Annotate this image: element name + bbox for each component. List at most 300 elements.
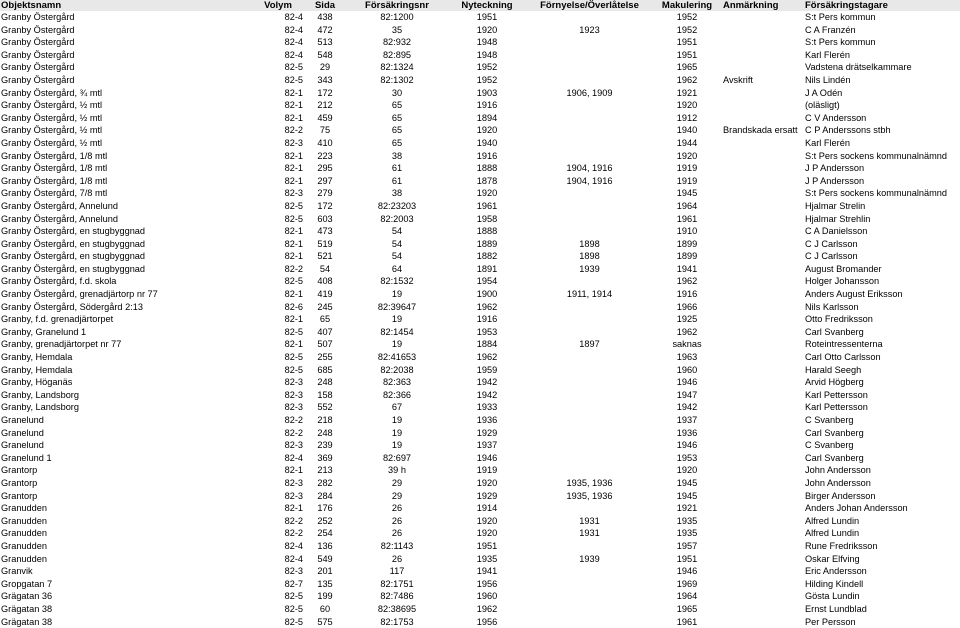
cell-anmarkning: Brandskada ersatt	[723, 125, 798, 136]
cell-fornyelse	[527, 301, 652, 314]
table-row	[0, 527, 960, 540]
cell-forsakringstagare: Nils Lindén	[805, 74, 851, 85]
cell-volym: 82-1	[284, 238, 303, 249]
cell-nyteckning: 1953	[476, 326, 498, 337]
cell-sida: 172	[317, 87, 333, 98]
cell-objektsnamn: Granby, f.d. grenadjärtorpet	[1, 314, 114, 325]
cell-nyteckning: 1914	[476, 503, 498, 514]
cell-anmarkning	[722, 515, 804, 528]
cell-forsakringstagare: Harald Seegh	[805, 364, 862, 375]
cell-volym: 82-5	[284, 591, 303, 602]
cell-nyteckning: 1942	[476, 377, 498, 388]
cell-volym: 82-5	[284, 62, 303, 73]
cell-anmarkning: Avskrift	[723, 74, 753, 85]
cell-forsakringstagare: Karl Flerén	[805, 137, 850, 148]
cell-anmarkning	[722, 439, 804, 452]
cell-forsakringstagare: C J Carlsson	[805, 238, 858, 249]
cell-forsakringsnr: 117	[389, 566, 405, 577]
cell-objektsnamn: Granby Östergård, en stugbyggnad	[1, 226, 146, 237]
table-row	[0, 376, 960, 389]
cell-volym: 82-4	[284, 452, 303, 463]
cell-anmarkning	[722, 490, 804, 503]
cell-makulering: 1912	[676, 112, 698, 123]
cell-forsakringsnr: 82:1324	[380, 62, 414, 73]
cell-objektsnamn: Grägatan 38	[1, 616, 53, 627]
cell-forsakringsnr: 61	[391, 175, 403, 186]
table-row	[0, 124, 960, 137]
cell-makulering: 1921	[676, 503, 698, 514]
cell-makulering: 1945	[676, 490, 698, 501]
cell-nyteckning: 1878	[476, 175, 498, 186]
cell-makulering: 1951	[676, 553, 698, 564]
cell-nyteckning: 1884	[476, 339, 498, 350]
cell-makulering: 1962	[676, 326, 698, 337]
cell-makulering: saknas	[672, 339, 702, 350]
column-header-forsakringsnr: Försäkringsnr	[347, 0, 447, 11]
cell-sida: 407	[317, 326, 333, 337]
cell-forsakringsnr: 54	[391, 251, 403, 262]
cell-fornyelse	[527, 603, 652, 616]
cell-sida: 254	[317, 528, 333, 539]
cell-volym: 82-2	[284, 427, 303, 438]
cell-fornyelse	[527, 464, 652, 477]
cell-anmarkning	[722, 401, 804, 414]
cell-sida: 552	[317, 402, 333, 413]
cell-nyteckning: 1894	[476, 112, 498, 123]
cell-nyteckning: 1954	[476, 276, 498, 287]
cell-forsakringsnr: 38	[391, 188, 403, 199]
cell-forsakringsnr: 82:2003	[380, 213, 414, 224]
cell-sida: 199	[317, 591, 333, 602]
cell-volym: 82-5	[284, 200, 303, 211]
cell-nyteckning: 1941	[476, 566, 498, 577]
cell-makulering: 1919	[676, 175, 698, 186]
cell-volym: 82-4	[284, 553, 303, 564]
cell-sida: 239	[317, 440, 333, 451]
cell-fornyelse	[527, 213, 652, 226]
cell-nyteckning: 1919	[476, 465, 498, 476]
cell-makulering: 1921	[676, 87, 698, 98]
table-row	[0, 238, 960, 251]
cell-sida: 176	[317, 503, 333, 514]
cell-anmarkning	[722, 553, 804, 566]
cell-sida: 255	[317, 352, 333, 363]
cell-forsakringsnr: 29	[391, 477, 403, 488]
table-row	[0, 112, 960, 125]
cell-forsakringstagare: J P Andersson	[805, 163, 865, 174]
cell-forsakringstagare: Vadstena drätselkammare	[805, 62, 912, 73]
cell-anmarkning	[722, 250, 804, 263]
cell-fornyelse	[527, 326, 652, 339]
cell-objektsnamn: Granby Östergård, ½ mtl	[1, 125, 103, 136]
cell-forsakringsnr: 54	[391, 238, 403, 249]
cell-fornyelse	[527, 61, 652, 74]
cell-anmarkning	[722, 338, 804, 351]
table-row	[0, 225, 960, 238]
cell-fornyelse	[527, 99, 652, 112]
cell-forsakringsnr: 82:7486	[380, 591, 414, 602]
cell-sida: 408	[317, 276, 333, 287]
cell-forsakringstagare: Roteintressenterna	[805, 339, 883, 350]
cell-objektsnamn: Granudden	[1, 553, 47, 564]
cell-nyteckning: 1940	[476, 137, 498, 148]
cell-forsakringsnr: 35	[391, 24, 403, 35]
table-row	[0, 338, 960, 351]
cell-volym: 82-3	[284, 389, 303, 400]
cell-fornyelse	[527, 439, 652, 452]
cell-volym: 82-1	[284, 163, 303, 174]
cell-makulering: 1961	[676, 616, 698, 627]
cell-forsakringstagare: S:t Pers sockens kommunalnämnd	[805, 188, 947, 199]
cell-objektsnamn: Granby Östergård, 1/8 mtl	[1, 175, 108, 186]
cell-anmarkning	[722, 502, 804, 515]
cell-anmarkning	[722, 87, 804, 100]
cell-makulering: 1920	[676, 100, 698, 111]
cell-forsakringstagare: Eric Andersson	[805, 566, 867, 577]
cell-makulering: 1952	[676, 24, 698, 35]
cell-nyteckning: 1889	[476, 238, 498, 249]
cell-volym: 82-7	[284, 578, 303, 589]
cell-forsakringstagare: Carl Otto Carlsson	[805, 352, 881, 363]
cell-sida: 369	[317, 452, 333, 463]
cell-fornyelse	[527, 74, 652, 87]
cell-nyteckning: 1891	[476, 263, 498, 274]
cell-fornyelse	[527, 565, 652, 578]
cell-nyteckning: 1962	[476, 301, 498, 312]
cell-fornyelse	[527, 414, 652, 427]
cell-volym: 82-2	[284, 515, 303, 526]
cell-volym: 82-4	[284, 49, 303, 60]
cell-volym: 82-5	[284, 74, 303, 85]
cell-makulering: 1920	[676, 465, 698, 476]
table-row	[0, 175, 960, 188]
cell-anmarkning	[722, 389, 804, 402]
cell-makulering: 1940	[676, 125, 698, 136]
cell-forsakringsnr: 65	[391, 100, 403, 111]
cell-sida: 212	[317, 100, 333, 111]
cell-anmarkning	[722, 477, 804, 490]
cell-forsakringstagare: (oläsligt)	[805, 100, 840, 111]
table-row	[0, 275, 960, 288]
cell-anmarkning	[722, 61, 804, 74]
cell-volym: 82-5	[284, 603, 303, 614]
cell-makulering: 1965	[676, 62, 698, 73]
cell-makulering: 1946	[676, 440, 698, 451]
cell-makulering: 1969	[676, 578, 698, 589]
cell-fornyelse	[527, 225, 652, 238]
cell-anmarkning	[722, 313, 804, 326]
column-header-fornyelse: Förnyelse/Överlåtelse	[527, 0, 652, 11]
cell-forsakringsnr: 82:1532	[380, 276, 414, 287]
cell-volym: 82-1	[284, 100, 303, 111]
table-row	[0, 87, 960, 100]
cell-makulering: 1965	[676, 603, 698, 614]
cell-nyteckning: 1916	[476, 314, 498, 325]
cell-anmarkning	[722, 275, 804, 288]
table-row	[0, 452, 960, 465]
cell-volym: 82-1	[284, 465, 303, 476]
cell-anmarkning	[722, 540, 804, 553]
table-row	[0, 326, 960, 339]
cell-nyteckning: 1920	[476, 515, 498, 526]
cell-nyteckning: 1951	[476, 12, 498, 22]
cell-volym: 82-1	[284, 175, 303, 186]
cell-objektsnamn: Granby, Höganäs	[1, 377, 73, 388]
table-row	[0, 36, 960, 49]
cell-fornyelse: 1904, 1916	[566, 163, 613, 174]
cell-objektsnamn: Granudden	[1, 528, 47, 539]
cell-anmarkning	[722, 238, 804, 251]
column-header-makulering: Makulering	[652, 0, 722, 11]
cell-sida: 245	[317, 301, 333, 312]
cell-sida: 29	[319, 62, 331, 73]
cell-makulering: 1964	[676, 200, 698, 211]
table-row	[0, 477, 960, 490]
table-row	[0, 200, 960, 213]
cell-fornyelse	[527, 578, 652, 591]
cell-makulering: 1962	[676, 276, 698, 287]
cell-fornyelse	[527, 502, 652, 515]
cell-forsakringstagare: John Andersson	[805, 465, 871, 476]
cell-fornyelse: 1923	[579, 24, 600, 35]
cell-volym: 82-4	[284, 37, 303, 48]
cell-makulering: 1919	[676, 163, 698, 174]
table-row	[0, 464, 960, 477]
cell-volym: 82-3	[284, 377, 303, 388]
table-row	[0, 74, 960, 87]
cell-anmarkning	[722, 175, 804, 188]
cell-fornyelse	[527, 275, 652, 288]
table-row	[0, 553, 960, 566]
cell-makulering: 1942	[676, 402, 698, 413]
cell-nyteckning: 1929	[476, 490, 498, 501]
cell-sida: 252	[317, 515, 333, 526]
cell-sida: 279	[317, 188, 333, 199]
cell-nyteckning: 1920	[476, 24, 498, 35]
cell-nyteckning: 1956	[476, 616, 498, 627]
cell-objektsnamn: Granby, Hemdala	[1, 364, 73, 375]
cell-makulering: 1964	[676, 591, 698, 602]
column-header-volym: Volym	[253, 0, 303, 11]
cell-fornyelse: 1939	[579, 553, 600, 564]
cell-anmarkning	[722, 527, 804, 540]
table-row	[0, 49, 960, 62]
cell-objektsnamn: Grägatan 38	[1, 603, 53, 614]
table-row	[0, 590, 960, 603]
cell-sida: 459	[317, 112, 333, 123]
cell-objektsnamn: Granelund	[1, 440, 44, 451]
cell-nyteckning: 1916	[476, 100, 498, 111]
cell-fornyelse	[527, 540, 652, 553]
cell-volym: 82-1	[284, 314, 303, 325]
cell-fornyelse	[527, 137, 652, 150]
header-row	[0, 0, 960, 11]
cell-sida: 603	[317, 213, 333, 224]
cell-makulering: 1963	[676, 352, 698, 363]
table-header	[0, 0, 960, 11]
cell-volym: 82-1	[284, 226, 303, 237]
cell-nyteckning: 1916	[476, 150, 498, 161]
cell-fornyelse	[527, 112, 652, 125]
cell-anmarkning	[722, 11, 804, 24]
cell-anmarkning	[722, 36, 804, 49]
cell-anmarkning	[722, 137, 804, 150]
cell-anmarkning	[722, 263, 804, 276]
cell-fornyelse: 1931	[579, 528, 600, 539]
cell-makulering: 1935	[676, 528, 698, 539]
table-row	[0, 187, 960, 200]
cell-forsakringstagare: Birger Andersson	[805, 490, 876, 501]
cell-forsakringsnr: 61	[391, 163, 403, 174]
cell-nyteckning: 1903	[476, 87, 498, 98]
cell-forsakringstagare: Alfred Lundin	[805, 515, 860, 526]
cell-sida: 213	[317, 465, 333, 476]
cell-anmarkning	[722, 213, 804, 226]
cell-objektsnamn: Granby Östergård, Annelund	[1, 213, 118, 224]
cell-volym: 82-1	[284, 87, 303, 98]
cell-sida: 685	[317, 364, 333, 375]
cell-makulering: 1957	[676, 540, 698, 551]
cell-forsakringsnr: 82:38695	[377, 603, 417, 614]
cell-volym: 82-3	[284, 188, 303, 199]
table-row	[0, 250, 960, 263]
table-row	[0, 313, 960, 326]
cell-volym: 82-1	[284, 150, 303, 161]
cell-forsakringsnr: 26	[391, 528, 403, 539]
cell-objektsnamn: Grantorp	[1, 477, 38, 488]
cell-forsakringsnr: 67	[391, 402, 403, 413]
cell-fornyelse	[527, 187, 652, 200]
cell-nyteckning: 1882	[476, 251, 498, 262]
table-row	[0, 565, 960, 578]
cell-objektsnamn: Granby Östergård, ¾ mtl	[1, 87, 103, 98]
cell-sida: 513	[317, 37, 333, 48]
cell-sida: 519	[317, 238, 333, 249]
cell-forsakringstagare: C V Andersson	[805, 112, 867, 123]
cell-anmarkning	[722, 578, 804, 591]
cell-anmarkning	[722, 364, 804, 377]
cell-forsakringstagare: Carl Svanberg	[805, 452, 864, 463]
cell-nyteckning: 1937	[476, 440, 498, 451]
cell-anmarkning	[722, 49, 804, 62]
table-row	[0, 603, 960, 616]
cell-forsakringstagare: J A Odén	[805, 87, 843, 98]
cell-makulering: 1966	[676, 301, 698, 312]
table-row	[0, 137, 960, 150]
cell-forsakringstagare: Oskar Elfving	[805, 553, 860, 564]
cell-volym: 82-2	[284, 415, 303, 425]
cell-volym: 82-3	[284, 477, 303, 488]
table-row	[0, 439, 960, 452]
cell-objektsnamn: Granby, Hemdala	[1, 352, 73, 363]
cell-forsakringstagare: S:t Pers sockens kommunalnämnd	[805, 150, 947, 161]
cell-sida: 65	[319, 314, 331, 325]
cell-anmarkning	[722, 603, 804, 616]
cell-sida: 343	[317, 74, 333, 85]
cell-forsakringsnr: 64	[391, 263, 403, 274]
cell-makulering: 1946	[676, 566, 698, 577]
cell-anmarkning	[722, 376, 804, 389]
cell-fornyelse: 1935, 1936	[566, 477, 613, 488]
cell-anmarkning	[722, 187, 804, 200]
cell-anmarkning	[722, 200, 804, 213]
cell-sida: 282	[317, 477, 333, 488]
cell-makulering: 1920	[676, 150, 698, 161]
cell-volym: 82-3	[284, 490, 303, 501]
cell-forsakringstagare: J P Andersson	[805, 175, 865, 186]
cell-objektsnamn: Granudden	[1, 540, 47, 551]
cell-sida: 223	[317, 150, 333, 161]
cell-objektsnamn: Granby Östergård, Annelund	[1, 200, 118, 211]
cell-fornyelse: 1897	[579, 339, 600, 350]
cell-objektsnamn: Granudden	[1, 503, 47, 514]
cell-forsakringsnr: 39 h	[388, 465, 406, 476]
table-row	[0, 502, 960, 515]
cell-volym: 82-1	[284, 289, 303, 300]
cell-objektsnamn: Granby Östergård	[1, 62, 75, 73]
cell-makulering: 1952	[676, 12, 698, 22]
cell-sida: 575	[317, 616, 333, 627]
cell-objektsnamn: Gropgatan 7	[1, 578, 53, 589]
cell-forsakringstagare: Arvid Högberg	[805, 377, 864, 388]
cell-fornyelse: 1904, 1916	[566, 175, 613, 186]
cell-makulering: 1899	[676, 251, 698, 262]
cell-forsakringsnr: 82:1200	[380, 12, 414, 22]
cell-sida: 60	[319, 603, 331, 614]
cell-forsakringsnr: 82:1751	[380, 578, 414, 589]
cell-forsakringstagare: August Bromander	[805, 263, 882, 274]
cell-sida: 473	[317, 226, 333, 237]
cell-forsakringstagare: Hjalmar Strehlin	[805, 213, 871, 224]
cell-nyteckning: 1942	[476, 389, 498, 400]
cell-objektsnamn: Granby Östergård, ½ mtl	[1, 137, 103, 148]
cell-volym: 82-3	[284, 137, 303, 148]
cell-forsakringsnr: 19	[391, 314, 403, 325]
cell-anmarkning	[722, 112, 804, 125]
cell-forsakringstagare: Hilding Kindell	[805, 578, 864, 589]
table-row	[0, 490, 960, 503]
cell-forsakringsnr: 54	[391, 226, 403, 237]
cell-makulering: 1935	[676, 515, 698, 526]
cell-fornyelse	[527, 376, 652, 389]
cell-sida: 549	[317, 553, 333, 564]
column-header-objektsnamn: Objektsnamn	[0, 0, 253, 11]
cell-sida: 410	[317, 137, 333, 148]
cell-objektsnamn: Granby Östergård	[1, 74, 75, 85]
cell-makulering: 1953	[676, 452, 698, 463]
cell-anmarkning	[722, 162, 804, 175]
table-row	[0, 427, 960, 440]
cell-forsakringsnr: 38	[391, 150, 403, 161]
cell-objektsnamn: Grägatan 36	[1, 591, 53, 602]
cell-makulering: 1945	[676, 188, 698, 199]
cell-volym: 82-5	[284, 352, 303, 363]
cell-nyteckning: 1962	[476, 352, 498, 363]
cell-nyteckning: 1948	[476, 49, 498, 60]
cell-forsakringsnr: 26	[391, 553, 403, 564]
cell-anmarkning	[722, 590, 804, 603]
cell-nyteckning: 1959	[476, 364, 498, 375]
cell-objektsnamn: Granby, Granelund 1	[1, 326, 87, 337]
cell-makulering: 1941	[676, 263, 698, 274]
cell-objektsnamn: Granby Östergård, en stugbyggnad	[1, 263, 146, 274]
cell-objektsnamn: Granby, Landsborg	[1, 389, 79, 400]
cell-volym: 82-1	[284, 112, 303, 123]
cell-anmarkning	[722, 225, 804, 238]
cell-makulering: 1937	[676, 415, 698, 425]
cell-volym: 82-1	[284, 339, 303, 350]
table-row	[0, 24, 960, 37]
